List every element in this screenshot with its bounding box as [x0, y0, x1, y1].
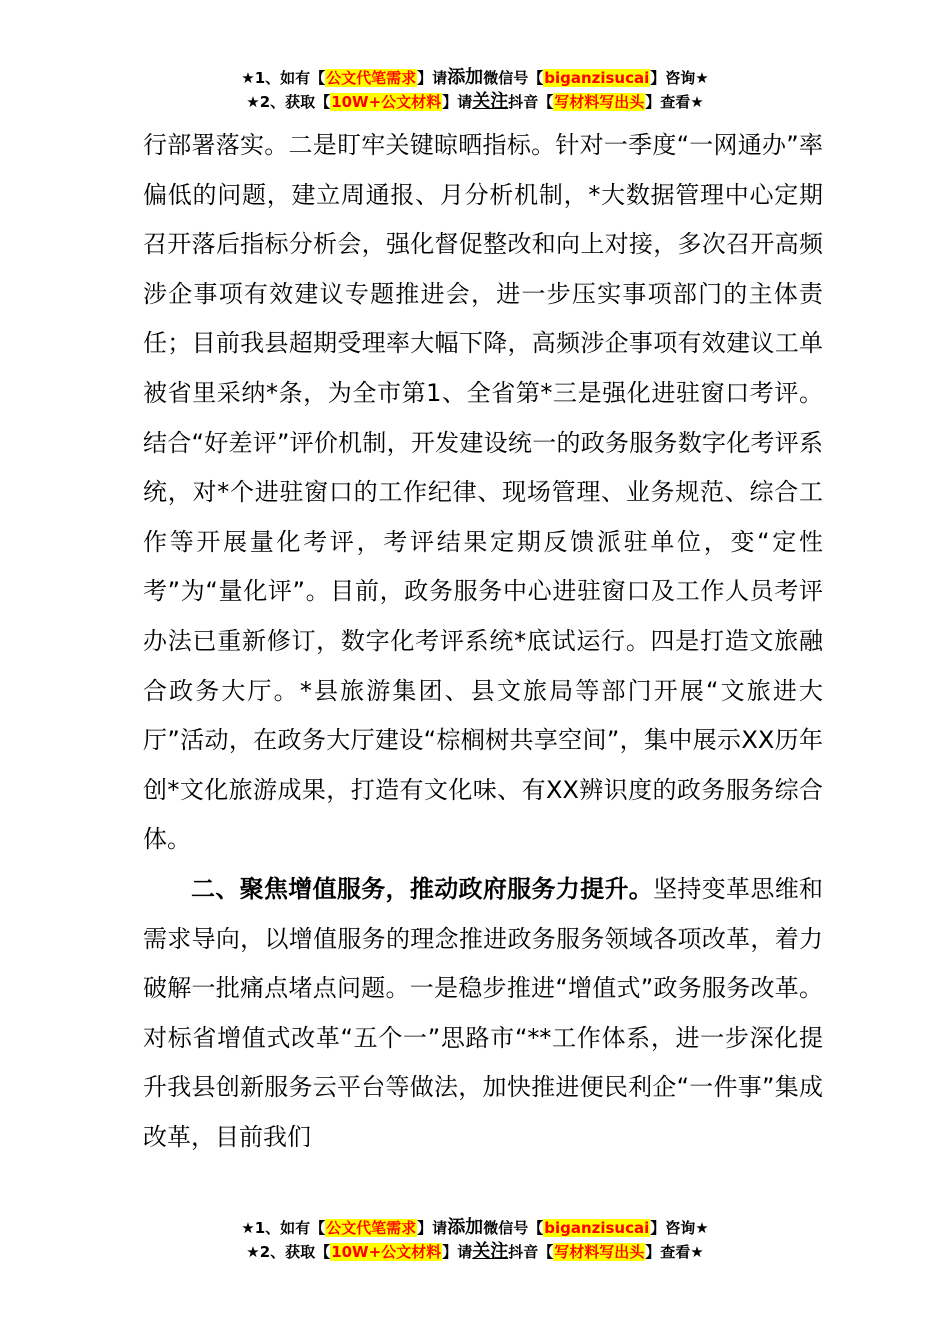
- banner-text: 添加: [447, 67, 484, 88]
- banner-text: 】请: [417, 69, 448, 87]
- banner-text: 】咨询★: [650, 69, 709, 87]
- banner-text: 】查看★: [645, 1243, 704, 1261]
- highlight-wechat-id: biganzisucai: [544, 1219, 650, 1237]
- banner-text: ★2、获取【: [246, 93, 331, 111]
- banner-text: ★1、如有【: [241, 1219, 326, 1237]
- banner-text: 】请: [442, 1243, 473, 1261]
- highlight-douyin-account: 写材料写出头: [554, 1243, 645, 1261]
- banner-text: 抖音【: [508, 1243, 554, 1261]
- banner-text: 】咨询★: [650, 1219, 709, 1237]
- highlight-douyin-account: 写材料写出头: [554, 93, 645, 111]
- banner-text: 微信号【: [483, 69, 544, 87]
- highlight-materials: 10W+公文材料: [331, 93, 442, 111]
- highlight-wechat-id: biganzisucai: [544, 69, 650, 87]
- banner-text: ★2、获取【: [246, 1243, 331, 1261]
- highlight-materials: 10W+公文材料: [331, 1243, 442, 1261]
- banner-text: 关注: [472, 91, 509, 112]
- paragraph: 行部署落实。二是盯牢关键晾晒指标。针对一季度“一网通办”率偏低的问题，建立周通报、月分析机制，*大数据管理中心定期召开落后指标分析会，强化督促整改和向上对接，多次召开高频涉企事项有效建议专题推进会，进一步压实事项部门的主体责任；目前我县超期受理率大幅下降，高频涉企事项有效建议工单被省里采纳*条，为全市第1、全省第*三是强化进驻窗口考评。结合“好差评”评价机制，开发建设统一的政务服务数字化考评系统，对*个进驻窗口的工作纪律、现场管理、业务规范、综合工作等开展量化考评，考评结果定期反馈派驻单位，变“定性考”为“量化评”。目前，政务服务中心进驻窗口及工作人员考评办法已重新修订，数字化考评系统*底试运行。四是打造文旅融合政务大厅。*县旅游集团、县文旅局等部门开展“文旅进大厅”活动，在政务大厅建设“棕榈树共享空间”，集中展示XX历年创*文化旅游成果，打造有文化味、有XX辨识度的政务服务综合体。: [143, 131, 823, 854]
- banner-line-1: [0, 1216, 950, 1240]
- section-heading: 二、聚焦增值服务，推动政府服务力提升。: [191, 874, 654, 903]
- footer-banner: [0, 1216, 950, 1264]
- banner-text: 添加: [447, 1217, 484, 1238]
- banner-text: 微信号【: [483, 1219, 544, 1237]
- banner-text: 关注: [472, 1241, 509, 1262]
- banner-line-1: [0, 66, 950, 90]
- paragraph: [143, 865, 823, 1163]
- header-banner: [0, 66, 950, 114]
- banner-text: 】请: [417, 1219, 448, 1237]
- banner-line-2: [0, 90, 950, 114]
- highlight-ghostwriting: 公文代笔需求: [326, 69, 417, 87]
- highlight-ghostwriting: 公文代笔需求: [326, 1219, 417, 1237]
- banner-text: 抖音【: [508, 93, 554, 111]
- document-body: [143, 121, 823, 1162]
- paragraph-text: 坚持变革思维和需求导向，以增值服务的理念推进政务服务领域各项改革，着力破解一批痛点堵点问题。一是稳步推进“增值式”政务服务改革。对标省增值式改革“五个一”思路市“**工作体系，进一步深化提升我县创新服务云平台等做法，加快推进便民利企“一件事”集成改革，目前我们: [143, 874, 824, 1151]
- banner-text: 】查看★: [645, 93, 704, 111]
- banner-line-2: [0, 1240, 950, 1264]
- banner-text: ★1、如有【: [241, 69, 326, 87]
- banner-text: 】请: [442, 93, 473, 111]
